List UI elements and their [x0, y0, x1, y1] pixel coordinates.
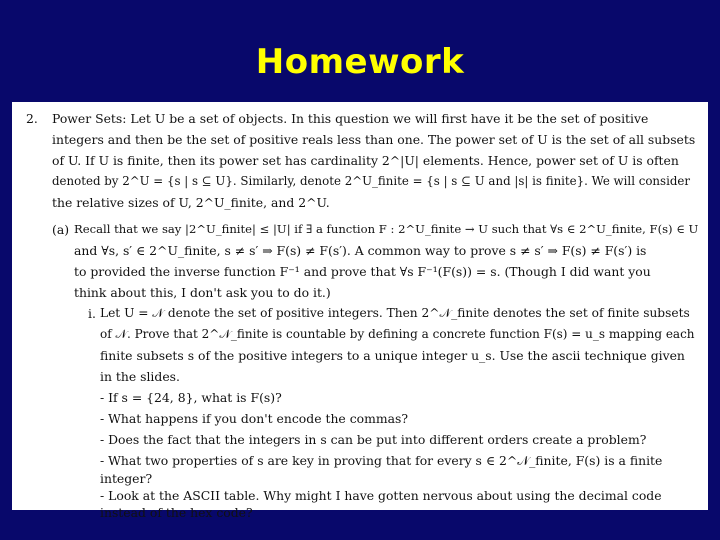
- sub-i-line: Let U = 𝒩 denote the set of positive integers. Then 2^𝒩_finite denotes the set of finite subsets: [100, 306, 690, 320]
- part-a-line: and ∀s, s′ ∈ 2^U_finite, s ≠ s′ ⇒ F(s) ≠ F(s′). A common way to prove s ≠ s′ ⇒ F(s) ≠ F(s′) is: [74, 243, 647, 258]
- part-a-line: to provided the inverse function F⁻¹ and prove that ∀s F⁻¹(F(s)) = s. (Though I did want you: [74, 264, 651, 279]
- question-bullet: - Does the fact that the integers in s can be put into different orders create a problem?: [100, 432, 647, 447]
- question-bullet: - Look at the ASCII table. Why might I have gotten nervous about using the decimal code: [100, 488, 662, 503]
- part-a-line: think about this, I don't ask you to do it.): [74, 285, 331, 300]
- question-bullet: - What happens if you don't encode the commas?: [100, 411, 408, 426]
- homework-document: [12, 102, 708, 520]
- question-bullet-continuation: instead of the hex code?: [100, 505, 253, 520]
- question-bullet: - If s = {24, 8}, what is F(s)?: [100, 390, 282, 405]
- problem-number: 2.: [26, 111, 38, 126]
- problem-line: Power Sets: Let U be a set of objects. In this question we will first have it be the set of positive: [52, 111, 649, 126]
- sub-i-line: in the slides.: [100, 369, 180, 384]
- question-bullet-continuation: integer?: [100, 471, 153, 486]
- problem-line: the relative sizes of U, 2^U_finite, and 2^U.: [52, 195, 330, 210]
- sub-i-label: i.: [88, 306, 96, 321]
- slide-title: Homework: [255, 42, 465, 82]
- part-a-label: (a): [52, 222, 70, 237]
- problem-line: of U. If U is finite, then its power set has cardinality 2^|U| elements. Hence, power set of U is often: [52, 153, 679, 168]
- problem-line: integers and then be the set of positive reals less than one. The power set of U is the set of all subsets: [52, 132, 696, 147]
- sub-i-line: finite subsets s of the positive integers to a unique integer u_s. Use the ascii technique given: [100, 348, 685, 363]
- part-a-line: Recall that we say |2^U_finite| ≤ |U| if ∃ a function F : 2^U_finite → U such that ∀s ∈ 2^U_finite, F(s) ∈ U: [74, 222, 699, 236]
- problem-line: denoted by 2^U = {s | s ⊆ U}. Similarly, denote 2^U_finite = {s | s ⊆ U and |s| is finite}. We will consider: [52, 174, 691, 188]
- sub-i-line: of 𝒩. Prove that 2^𝒩_finite is countable by defining a concrete function F(s) = u_s mapping each: [100, 327, 695, 341]
- question-bullet: - What two properties of s are key in proving that for every s ∈ 2^𝒩_finite, F(s) is a finite: [100, 453, 663, 468]
